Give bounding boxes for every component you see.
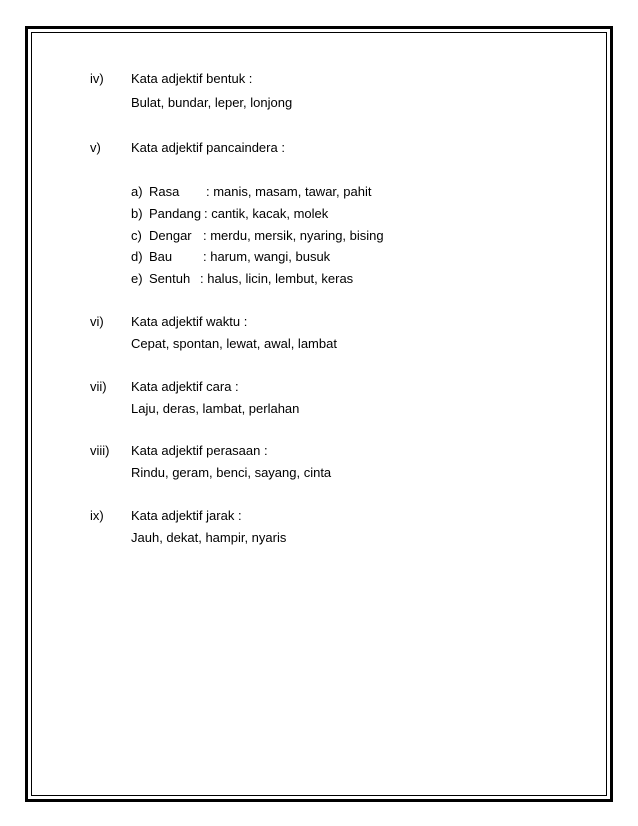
sense-category: Pandang [149,206,202,221]
section-numeral: iv) [90,71,104,86]
sense-values: : merdu, mersik, nyaring, bising [203,228,384,243]
sense-values: : cantik, kacak, molek [204,206,329,221]
section-numeral: ix) [90,508,104,523]
section-detail: Cepat, spontan, lewat, awal, lambat [131,336,337,351]
sense-letter: d) [131,249,143,264]
section-detail: Laju, deras, lambat, perlahan [131,401,300,416]
sense-category: Bau [149,249,173,264]
sense-letter: e) [131,271,143,286]
sense-values: : harum, wangi, busuk [203,249,331,264]
section-heading: Kata adjektif waktu : [131,314,248,329]
sense-category: Rasa [149,184,180,199]
section-numeral: vi) [90,314,104,329]
section-detail: Rindu, geram, benci, sayang, cinta [131,465,332,480]
sense-values: : manis, masam, tawar, pahit [206,184,372,199]
page-border-inner [31,32,607,796]
sense-category: Dengar [149,228,192,243]
sense-category: Sentuh [149,271,191,286]
section-heading: Kata adjektif bentuk : [131,71,253,86]
section-detail: Bulat, bundar, leper, lonjong [131,95,293,110]
section-heading: Kata adjektif pancaindera : [131,140,285,155]
sense-letter: b) [131,206,143,221]
section-numeral: v) [90,140,101,155]
sense-letter: a) [131,184,143,199]
sense-values: : halus, licin, lembut, keras [200,271,354,286]
section-detail: Jauh, dekat, hampir, nyaris [131,530,287,545]
section-numeral: vii) [90,379,107,394]
section-heading: Kata adjektif jarak : [131,508,242,523]
section-heading: Kata adjektif perasaan : [131,443,268,458]
section-numeral: viii) [90,443,110,458]
sense-letter: c) [131,228,142,243]
section-heading: Kata adjektif cara : [131,379,239,394]
